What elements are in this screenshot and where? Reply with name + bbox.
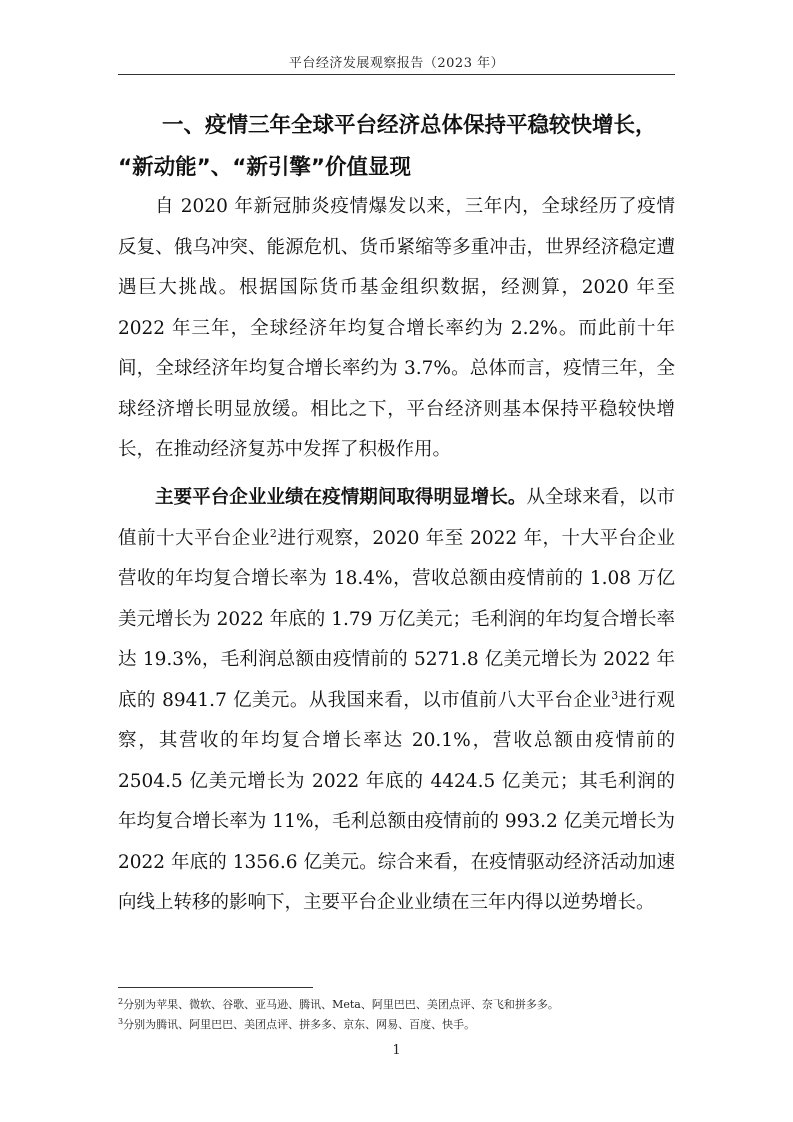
footnote-3 (118, 1013, 675, 1033)
paragraph-1: 自 2020 年新冠肺炎疫情爆发以来，三年内，全球经历了疫情反复、俄乌冲突、能源危机、货币紧缩等多重冲击，世界经济稳定遭遇巨大挑战。根据国际货币基金组织数据，经测算，2020 年至 2022 年三年，全球经济年均复合增长率约为 2.2%。而此前十年间，全球经济年均复合增长率约为 3.7%。总体而言，疫情三年，全球经济增长明显放缓。相比之下，平台经济则基本保持平稳较快增长，在推动经济复苏中发挥了积极作用。 (118, 196, 675, 460)
section-title-line-1: 一、疫情三年全球平台经济总体保持平稳较快增长， (162, 113, 657, 138)
paragraph-2-text-b: 进行观察，2020 年至 2022 年，十大平台企业营收的年均复合增长率为 18.4%，营收总额由疫情前的 1.08 万亿美元增长为 2022 年底的 1.79 万亿美元；毛利润的年均复合增长率达 19.3%，毛利润总额由疫情前的 5271.8 亿美元增长为 2022 年底的 8941.7 亿美元。从我国来看，以市值前八大平台企业 (118, 527, 675, 711)
footnote-2-text: 分别为苹果、微软、谷歌、亚马逊、腾讯、Meta、阿里巴巴、美团点评、奈飞和拼多多。 (123, 998, 559, 1011)
footnote-divider (118, 987, 313, 988)
footnotes (118, 993, 675, 1033)
section-title-line-2: “新动能”、“新引擎”价值显现 (118, 155, 412, 180)
paragraph-2-text-a: 从全球来看，以市值前十大平台企业 (118, 487, 675, 549)
footnote-3-text: 分别为腾讯、阿里巴巴、美团点评、拼多多、京东、网易、百度、快手。 (123, 1018, 476, 1031)
footnote-2-mark: 2 (118, 997, 124, 1006)
page-header: 平台经济发展观察报告（2023 年） (288, 56, 505, 71)
paragraph-2 (118, 478, 675, 924)
paragraph-2-lead: 主要平台企业业绩在疫情期间取得明显增长。 (155, 487, 527, 508)
paragraph-2-text-c: 进行观察，其营收的年均复合增长率达 20.1%，营收总额由疫情前的 2504.5 亿美元增长为 2022 年底的 4424.5 亿美元；其毛利润的年均复合增长率为 11%，毛利总额由疫情前的 993.2 亿美元增长为 2022 年底的 1356.6 亿美元。综合来看，在疫情驱动经济活动加速向线上转移的影响下，主要平台企业业绩在三年内得以逆势增长。 (118, 689, 675, 913)
footnote-ref-3: 3 (611, 688, 619, 702)
footnote-ref-2: 2 (269, 526, 277, 540)
footnote-2 (118, 993, 675, 1013)
footnote-3-mark: 3 (118, 1017, 124, 1026)
section-title (118, 105, 675, 189)
header-divider (118, 74, 675, 75)
page-number: 1 (392, 1043, 401, 1058)
